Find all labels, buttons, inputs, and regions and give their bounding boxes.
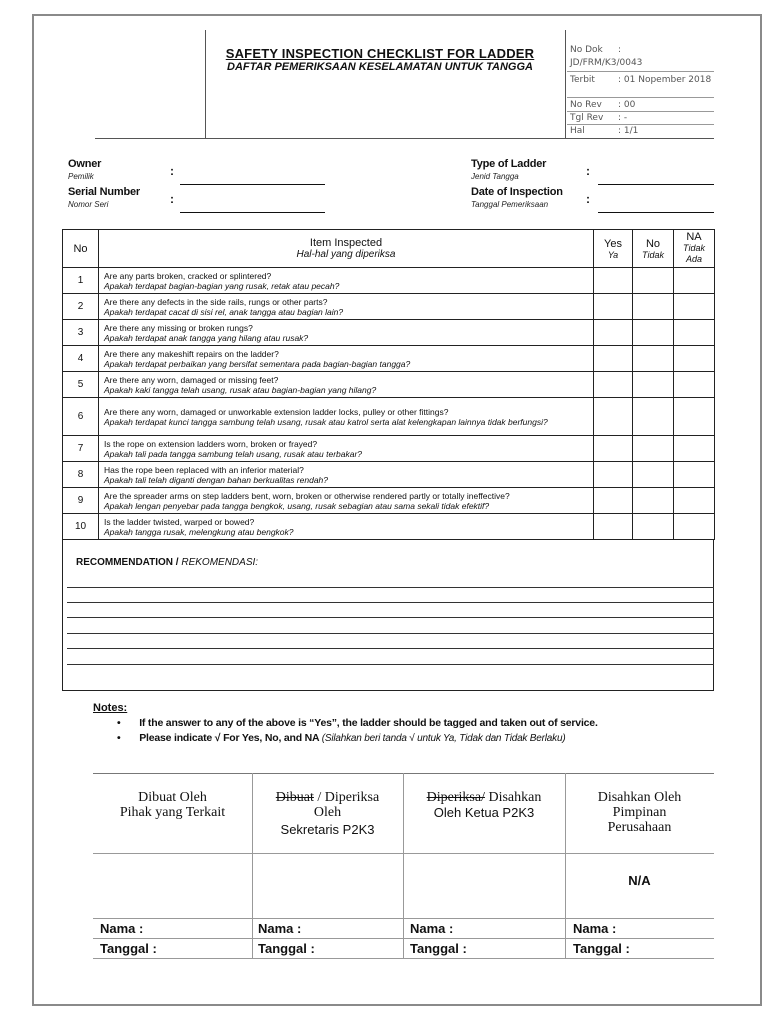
table-header: [63, 230, 715, 268]
sig-nama-4[interactable]: Nama :: [573, 921, 617, 936]
na-cell[interactable]: [674, 436, 715, 462]
na-cell[interactable]: [674, 294, 715, 320]
recommendation-line[interactable]: [67, 587, 714, 588]
row-number: 8: [63, 462, 99, 488]
yes-cell[interactable]: [594, 436, 633, 462]
no-cell[interactable]: [633, 398, 674, 436]
na-cell[interactable]: [674, 462, 715, 488]
row-number: 5: [63, 372, 99, 398]
sig-col-4-line1: Disahkan Oleh: [597, 790, 682, 805]
recommendation-label-en: RECOMMENDATION /: [76, 557, 179, 568]
type-colon: :: [586, 164, 590, 178]
type-sublabel: Jenid Tangga: [471, 172, 519, 181]
row-item-id: Apakah terdapat kunci tangga sambung telah usang, rusak atau katrol serta alat kelengkapan lainnya tidak berfungsi?: [104, 416, 548, 427]
sig-tanggal-1[interactable]: Tanggal :: [100, 941, 157, 956]
row-item: [99, 488, 594, 514]
row-number: 10: [63, 514, 99, 540]
doc-tglrev-value: -: [623, 113, 628, 123]
yes-cell[interactable]: [594, 398, 633, 436]
sig-tanggal-4[interactable]: Tanggal :: [573, 941, 630, 956]
row-item-en: Is the rope on extension ladders worn, broken or frayed?: [104, 438, 318, 449]
yes-cell[interactable]: [594, 294, 633, 320]
sig-col-3-line1: [403, 790, 565, 805]
row-number: 9: [63, 488, 99, 514]
col-item-header-id: Hal-hal yang diperiksa: [296, 249, 396, 260]
bullet-icon: •: [117, 732, 121, 744]
table-row: [63, 294, 715, 320]
yes-cell[interactable]: [594, 372, 633, 398]
doc-no-label: No Dok: [570, 45, 603, 55]
sig-col-2-strike: Dibuat: [275, 790, 314, 805]
row-number: 4: [63, 346, 99, 372]
row-item: [99, 346, 594, 372]
form-subtitle: DAFTAR PEMERIKSAAN KESELAMATAN UNTUK TANGGA: [227, 61, 533, 73]
sig-col-4-line3: Perusahaan: [607, 820, 672, 835]
yes-cell[interactable]: [594, 346, 633, 372]
row-item-id: Apakah terdapat perbaikan yang bersifat sementara pada bagian-bagian tangga?: [104, 358, 411, 369]
doc-tglrev-row: Tgl Rev : -: [570, 113, 628, 123]
na-cell[interactable]: [674, 398, 715, 436]
row-number: 6: [63, 398, 99, 436]
sig-col-1-line2: Pihak yang Terkait: [119, 805, 226, 820]
checklist-table: [62, 229, 715, 540]
yes-cell[interactable]: [594, 268, 633, 294]
owner-colon: :: [170, 164, 174, 178]
doc-hal-row: Hal : 1/1: [570, 126, 639, 136]
row-item-id: Apakah kaki tangga telah usang, rusak atau bagian-bagian yang hilang?: [104, 384, 377, 395]
sig-nama-2[interactable]: Nama :: [258, 921, 302, 936]
sig-col-4-na: N/A: [628, 873, 651, 888]
col-yes-en: Yes: [604, 237, 622, 250]
sig-col-4-head: [565, 790, 714, 835]
na-cell[interactable]: [674, 268, 715, 294]
row-item-en: Are there any worn, damaged or unworkable extension ladder locks, pulley or other fittings?: [104, 406, 449, 417]
header-bottom-rule: [95, 138, 714, 139]
sig-col-3-line2: [403, 805, 565, 821]
sig-col-2-rest: / Diperiksa: [317, 790, 380, 805]
row-item: [99, 372, 594, 398]
row-item-id: Apakah terdapat anak tangga yang hilang atau rusak?: [104, 332, 309, 343]
row-item: [99, 514, 594, 540]
serial-field[interactable]: [180, 212, 325, 213]
no-cell[interactable]: [633, 294, 674, 320]
row-item-id: Apakah tangga rusak, melengkung atau bengkok?: [104, 526, 294, 537]
sig-col-2-line3: Sekretaris P2K3: [280, 822, 375, 837]
row-item: [99, 268, 594, 294]
sig-tanggal-2[interactable]: Tanggal :: [258, 941, 315, 956]
recommendation-line[interactable]: [67, 664, 714, 665]
table-row: [63, 436, 715, 462]
na-cell[interactable]: [674, 488, 715, 514]
table-row: [63, 488, 715, 514]
col-item-header-en: Item Inspected: [309, 237, 383, 249]
note-text: If the answer to any of the above is “Yes”, the ladder should be tagged and taken out of service.: [139, 717, 598, 729]
yes-cell[interactable]: [594, 514, 633, 540]
na-cell[interactable]: [674, 346, 715, 372]
na-cell[interactable]: [674, 320, 715, 346]
row-item-id: Apakah tali telah diganti dengan bahan berkualitas rendah?: [104, 474, 329, 485]
notes-title: Notes:: [93, 702, 128, 714]
yes-cell[interactable]: [594, 462, 633, 488]
doc-no-value: JD/FRM/K3/0043: [570, 58, 643, 68]
col-na-en: NA: [686, 231, 702, 243]
row-item: [99, 436, 594, 462]
na-cell[interactable]: [674, 372, 715, 398]
serial-sublabel: Nomor Seri: [68, 200, 109, 209]
sig-col-1-line1: Dibuat Oleh: [138, 790, 207, 805]
owner-sublabel: Pemilik: [68, 172, 94, 181]
row-item-en: Are any parts broken, cracked or splintered?: [104, 270, 272, 281]
note-item: [117, 717, 598, 729]
col-no-header: No: [63, 230, 99, 268]
col-no2-id: Tidak: [642, 249, 664, 260]
sig-col-2-line1: [252, 790, 403, 805]
no-cell[interactable]: [633, 346, 674, 372]
recommendation-label-id: REKOMENDASI:: [181, 557, 259, 568]
recommendation-line[interactable]: [67, 617, 714, 618]
no-cell[interactable]: [633, 436, 674, 462]
row-item-en: Are there any defects in the side rails, rungs or other parts?: [104, 296, 328, 307]
yes-cell[interactable]: [594, 488, 633, 514]
doc-rev-label: No Rev: [570, 100, 602, 110]
col-no2-en: No: [645, 237, 661, 250]
doc-hal-value: 1/1: [623, 126, 639, 136]
table-row: [63, 346, 715, 372]
sig-col-4-line2: Pimpinan: [612, 805, 667, 820]
date-colon: :: [586, 192, 590, 206]
sig-col-3-rest: Disahkan: [488, 790, 542, 805]
row-item: [99, 294, 594, 320]
row-item-en: Has the rope been replaced with an inferior material?: [104, 464, 304, 475]
sig-rule: [93, 958, 714, 959]
col-item-header: [99, 230, 594, 268]
sig-col-2-line2: Oleh: [313, 805, 342, 820]
row-item: [99, 462, 594, 488]
table-row: [63, 514, 715, 540]
type-field[interactable]: [598, 184, 714, 185]
doc-terbit-label: Terbit: [570, 75, 595, 85]
doc-rule: [567, 97, 714, 98]
recommendation-line[interactable]: [67, 602, 714, 603]
doc-rule: [567, 71, 714, 72]
row-number: 3: [63, 320, 99, 346]
recommendation-line[interactable]: [67, 633, 714, 634]
sig-col-2-head: [252, 790, 403, 837]
col-na-header: [674, 230, 715, 268]
no-cell[interactable]: [633, 514, 674, 540]
serial-label: Serial Number: [68, 186, 140, 198]
doc-terbit-row: Terbit : 01 Nopember 2018: [570, 75, 712, 85]
row-item-id: Apakah lengan penyebar pada tangga bengkok, usang, rusak sebagian atau sama sekali tidak efektif?: [104, 500, 490, 511]
bullet-icon: •: [117, 717, 121, 729]
row-item-id: Apakah terdapat cacat di sisi rel, anak tangga atau bagian lain?: [104, 306, 344, 317]
col-yes-id: Ya: [607, 249, 619, 260]
row-item: [99, 398, 594, 436]
doc-tglrev-label: Tgl Rev: [570, 113, 604, 123]
sig-nama-3[interactable]: Nama :: [410, 921, 454, 936]
yes-cell[interactable]: [594, 320, 633, 346]
row-item-id: Apakah terdapat bagian-bagian yang rusak, retak atau pecah?: [104, 280, 340, 291]
date-sublabel: Tanggal Pemeriksaan: [471, 200, 549, 209]
date-field[interactable]: [598, 212, 714, 213]
sig-col-3-head: [403, 790, 565, 821]
sig-nama-1[interactable]: Nama :: [100, 921, 144, 936]
doc-no-row: No Dok :: [570, 45, 622, 55]
owner-field[interactable]: [180, 184, 325, 185]
row-item-en: Are there any worn, damaged or missing feet?: [104, 374, 279, 385]
recommendation-line[interactable]: [67, 648, 714, 649]
doc-terbit-value: 01 Nopember 2018: [623, 75, 712, 85]
na-cell[interactable]: [674, 514, 715, 540]
row-item-en: Are there any missing or broken rungs?: [104, 322, 253, 333]
sig-tanggal-3[interactable]: Tanggal :: [410, 941, 467, 956]
no-cell[interactable]: [633, 320, 674, 346]
table-row: [63, 320, 715, 346]
note-item: [117, 732, 565, 744]
note-text-italic: (Silahkan beri tanda √ untuk Ya, Tidak dan Tidak Berlaku): [321, 733, 566, 744]
owner-label: Owner: [68, 158, 102, 170]
sig-col-3-strike: Diperiksa/: [426, 790, 485, 805]
col-no2-header: [633, 230, 674, 268]
doc-rule: [567, 111, 714, 112]
row-item-en: Are there any makeshift repairs on the ladder?: [104, 348, 279, 359]
table-row: [63, 398, 715, 436]
recommendation-label: [76, 557, 258, 568]
row-number: 2: [63, 294, 99, 320]
doc-rule: [567, 124, 714, 125]
doc-hal-label: Hal: [570, 126, 585, 136]
row-number: 7: [63, 436, 99, 462]
type-label: Type of Ladder: [471, 158, 547, 170]
row-item-en: Is the ladder twisted, warped or bowed?: [104, 516, 255, 527]
no-cell[interactable]: [633, 268, 674, 294]
no-cell[interactable]: [633, 488, 674, 514]
serial-colon: :: [170, 192, 174, 206]
row-item-id: Apakah tali pada tangga sambung telah usang, rusak atau terbakar?: [104, 448, 363, 459]
no-cell[interactable]: [633, 462, 674, 488]
row-number: 1: [63, 268, 99, 294]
col-na-id: Tidak Ada: [683, 243, 705, 264]
date-label: Date of Inspection: [471, 186, 563, 198]
row-item-en: Are the spreader arms on step ladders bent, worn, broken or otherwise rendered partly or totally ineffective?: [104, 490, 510, 501]
sig-col-1-head: [93, 790, 252, 820]
note-text: Please indicate √ For Yes, No, and NA: [139, 732, 320, 744]
table-row: [63, 462, 715, 488]
sig-col-3-line2-text: Oleh Ketua P2K3: [433, 805, 535, 820]
doc-rev-value: 00: [623, 100, 636, 110]
table-row: [63, 372, 715, 398]
form-title: SAFETY INSPECTION CHECKLIST FOR LADDER: [225, 46, 535, 61]
table-row: [63, 268, 715, 294]
col-yes-header: [594, 230, 633, 268]
doc-rev-row: No Rev : 00: [570, 100, 636, 110]
no-cell[interactable]: [633, 372, 674, 398]
row-item: [99, 320, 594, 346]
